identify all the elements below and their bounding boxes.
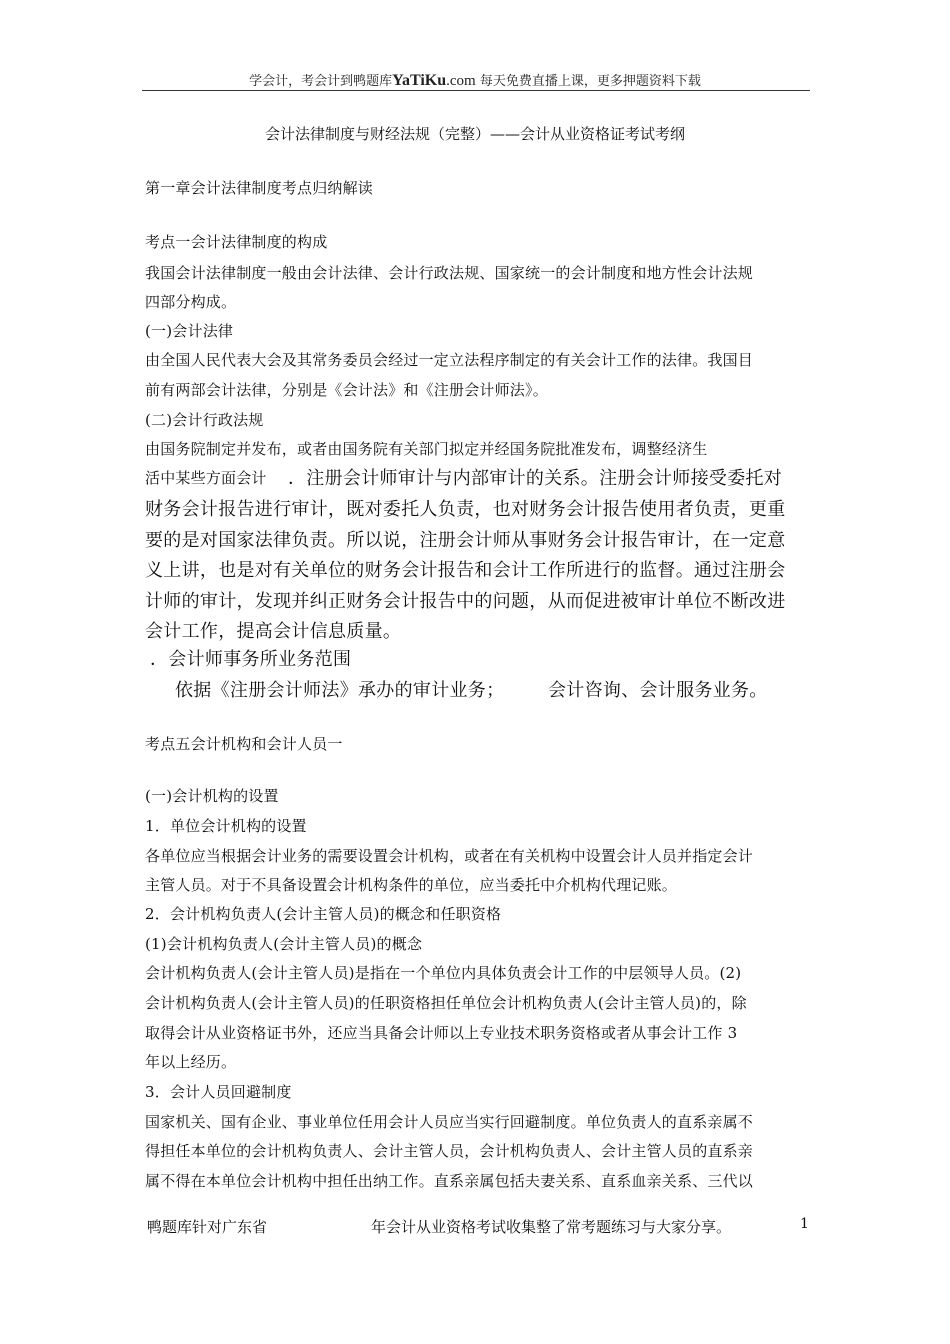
paragraph-line: 年以上经历。 [145,1053,237,1071]
paragraph-line: 由全国人民代表大会及其常务委员会经过一定立法程序制定的有关会计工作的法律。我国目 [145,351,754,369]
page-number: 1 [800,1216,809,1232]
header-left-text: 学会计，考会计到鸭题库 [249,74,393,89]
subsection-heading: (二)会计行政法规 [145,411,264,429]
paragraph-line: 属不得在本单位会计机构中担任出纳工作。直系亲属包括夫妻关系、直系血亲关系、三代以 [145,1172,754,1190]
overlay-line: 要的是对国家法律负责。所以说，注册会计师从事财务会计报告审计，在一定意 [145,530,786,551]
item-heading: 1．单位会计机构的设置 [145,817,307,835]
section-heading: 考点一会计法律制度的构成 [145,233,328,251]
subsection-heading: (一)会计机构的设置 [145,787,279,805]
brand-domain-text: .com [446,73,476,89]
paragraph-line: 我国会计法律制度一般由会计法律、会计行政法规、国家统一的会计制度和地方性会计法规 [145,264,754,282]
chapter-heading: 第一章会计法律制度考点归纳解读 [145,179,374,197]
overlay-line: ．注册会计师审计与内部审计的关系。注册会计师接受委托对 [288,468,783,489]
footer-left-text: 鸭题库针对广东省 [147,1218,268,1236]
paragraph-line: 活中某些方面会计 [145,469,267,487]
overlay-line: 会计咨询、会计服务业务。 [548,680,768,701]
overlay-line: 财务会计报告进行审计，既对委托人负责，也对财务会计报告使用者负责，更重 [145,499,786,520]
footer-middle-text: 年会计从业资格考试收集整了常考题练习与大家分享。 [371,1218,732,1236]
paragraph-line: 四部分构成。 [145,293,237,311]
paragraph-line: 各单位应当根据会计业务的需要设置会计机构，或者在有关机构中设置会计人员并指定会计 [145,847,754,865]
paragraph-line: 会计机构负责人(会计主管人员)的任职资格担任单位会计机构负责人(会计主管人员)的，除 [145,994,747,1012]
paragraph-line: 得担任本单位的会计机构负责人、会计主管人员，会计机构负责人、会计主管人员的直系亲 [145,1142,754,1160]
paragraph-line: 前有两部会计法律，分别是《会计法》和《注册会计师法》。 [145,381,548,399]
document-title: 会计法律制度与财经法规（完整）——会计从业资格证考试考纲 [264,125,685,143]
page-header [0,70,950,90]
overlay-line: 计师的审计，发现并纠正财务会计报告中的问题，从而促进被审计单位不断改进 [145,591,786,612]
paragraph-line: 主管人员。对于不具备设置会计机构条件的单位，应当委托中介机构代理记账。 [145,876,678,894]
item-heading: (1)会计机构负责人(会计主管人员)的概念 [145,935,423,953]
section-heading: 考点五会计机构和会计人员一 [145,735,343,753]
item-heading: 2．会计机构负责人(会计主管人员)的概念和任职资格 [145,905,502,923]
overlay-line: 会计工作，提高会计信息质量。 [145,621,402,642]
brand-logo-text: YaTiKu [392,72,447,89]
subsection-heading: (一)会计法律 [145,322,234,340]
overlay-line: 依据《注册会计师法》承办的审计业务； [175,680,505,701]
header-right-text: 每天免费直播上课，更多押题资料下载 [479,74,701,89]
header-rule [142,90,810,91]
overlay-line: 义上讲，也是对有关单位的财务会计报告和会计工作所进行的监督。通过注册会 [145,560,786,581]
paragraph-line: 国家机关、国有企业、事业单位任用会计人员应当实行回避制度。单位负责人的直系亲属不 [145,1113,754,1131]
paragraph-line: 由国务院制定并发布，或者由国务院有关部门拟定并经国务院批准发布，调整经济生 [145,440,708,458]
overlay-heading: ．会计师事务所业务范围 [150,649,352,670]
item-heading: 3．会计人员回避制度 [145,1083,292,1101]
paragraph-line: 会计机构负责人(会计主管人员)是指在一个单位内具体负责会计工作的中层领导人员。(2) [145,964,742,982]
paragraph-line: 取得会计从业资格证书外，还应当具备会计师以上专业技术职务资格或者从事会计工作 3 [145,1024,738,1042]
